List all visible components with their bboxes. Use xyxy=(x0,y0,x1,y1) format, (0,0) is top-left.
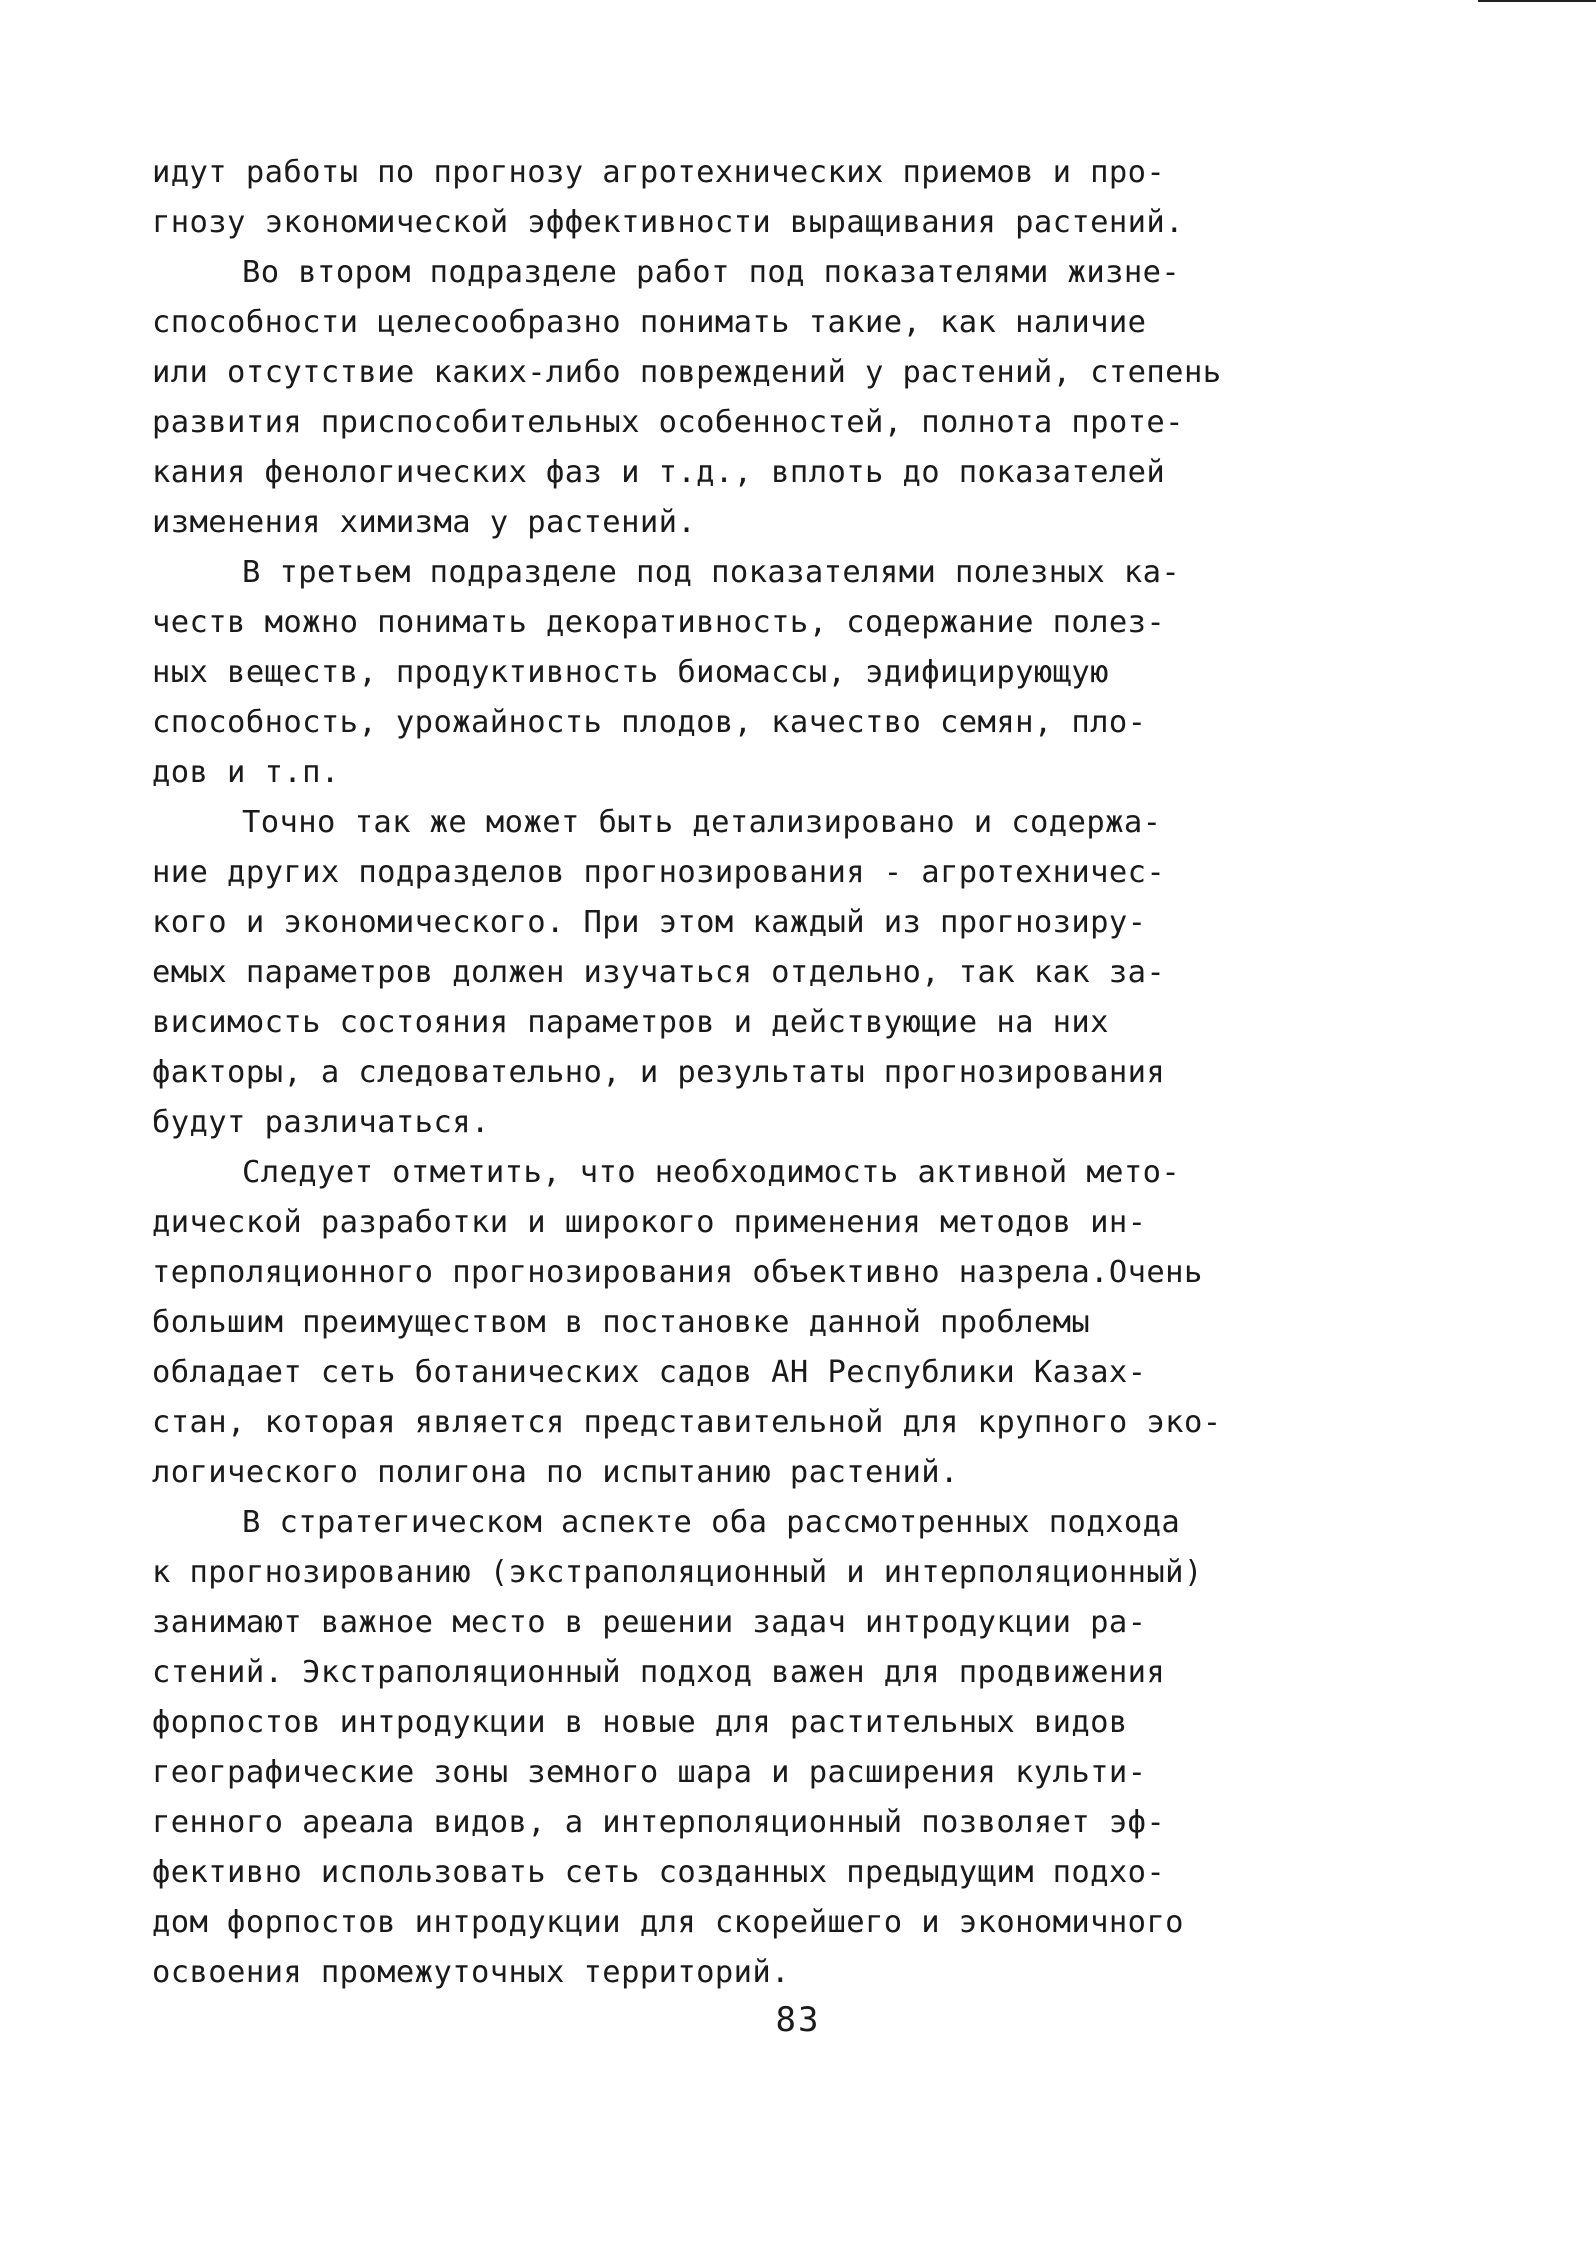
text-line: Точно так же может быть детализировано и содержа- xyxy=(242,805,1162,840)
text-line: развития приспособительных особенностей, полнота проте- xyxy=(152,405,1184,440)
text-line: В стратегическом аспекте оба рассмотренных подхода xyxy=(242,1505,1181,1540)
text-line: изменения химизма у растений. xyxy=(152,505,697,540)
text-line: способности целесообразно понимать такие, как наличие xyxy=(152,305,1147,340)
text-line: способность, урожайность плодов, качество семян, пло- xyxy=(152,705,1147,740)
page-number: 83 xyxy=(775,2000,821,2040)
text-line: большим преимуществом в постановке данной проблемы xyxy=(152,1305,1091,1340)
text-line: Следует отметить, что необходимость активной мето- xyxy=(242,1155,1181,1190)
text-line: освоения промежуточных территорий. xyxy=(152,1955,790,1990)
text-line: дом форпостов интродукции для скорейшего и экономичного xyxy=(152,1905,1184,1940)
paragraph-5 xyxy=(152,1148,1452,1498)
text-line: будут различаться. xyxy=(152,1105,490,1140)
text-line: кания фенологических фаз и т.д., вплоть до показателей xyxy=(152,455,1166,490)
text-line: занимают важное место в решении задач интродукции ра- xyxy=(152,1605,1147,1640)
text-line: гнозу экономической эффективности выращивания растений. xyxy=(152,205,1184,240)
text-line: обладает сеть ботанических садов АН Республики Казах- xyxy=(152,1355,1147,1390)
text-line: Во втором подразделе работ под показателями жизне- xyxy=(242,255,1181,290)
text-line: логического полигона по испытанию растений. xyxy=(152,1455,959,1490)
paragraph-1 xyxy=(152,148,1452,248)
text-line: стан, которая является представительной для крупного эко- xyxy=(152,1405,1222,1440)
paragraph-6 xyxy=(152,1498,1452,1998)
text-line: идут работы по прогнозу агротехнических приемов и про- xyxy=(152,155,1166,190)
text-line: дической разработки и широкого применения методов ин- xyxy=(152,1205,1147,1240)
text-line: стений. Экстраполяционный подход важен для продвижения xyxy=(152,1655,1166,1690)
text-line: ных веществ, продуктивность биомассы, эдифицирующую xyxy=(152,655,1109,690)
text-line: географические зоны земного шара и расширения культи- xyxy=(152,1755,1147,1790)
text-line: емых параметров должен изучаться отдельно, так как за- xyxy=(152,955,1166,990)
paragraph-4 xyxy=(152,798,1452,1148)
text-body xyxy=(152,148,1452,1998)
paragraph-3 xyxy=(152,548,1452,798)
text-line: честв можно понимать декоративность, содержание полез- xyxy=(152,605,1166,640)
text-line: дов и т.п. xyxy=(152,755,340,790)
text-line: В третьем подразделе под показателями полезных ка- xyxy=(242,555,1181,590)
top-edge-rule xyxy=(1478,0,1596,2)
text-line: висимость состояния параметров и действующие на них xyxy=(152,1005,1109,1040)
text-line: кого и экономического. При этом каждый из прогнозиру- xyxy=(152,905,1147,940)
text-line: факторы, а следовательно, и результаты прогнозирования xyxy=(152,1055,1166,1090)
text-line: к прогнозированию (экстраполяционный и интерполяционный) xyxy=(152,1555,1203,1590)
text-line: фективно использовать сеть созданных предыдущим подхо- xyxy=(152,1855,1166,1890)
text-line: ние других подразделов прогнозирования - агротехничес- xyxy=(152,855,1166,890)
text-line: форпостов интродукции в новые для растительных видов xyxy=(152,1705,1128,1740)
text-line: или отсутствие каких-либо повреждений у растений, степень xyxy=(152,355,1222,390)
text-line: генного ареала видов, а интерполяционный позволяет эф- xyxy=(152,1805,1166,1840)
paragraph-2 xyxy=(152,248,1452,548)
text-line: терполяционного прогнозирования объективно назрела.Очень xyxy=(152,1255,1203,1290)
